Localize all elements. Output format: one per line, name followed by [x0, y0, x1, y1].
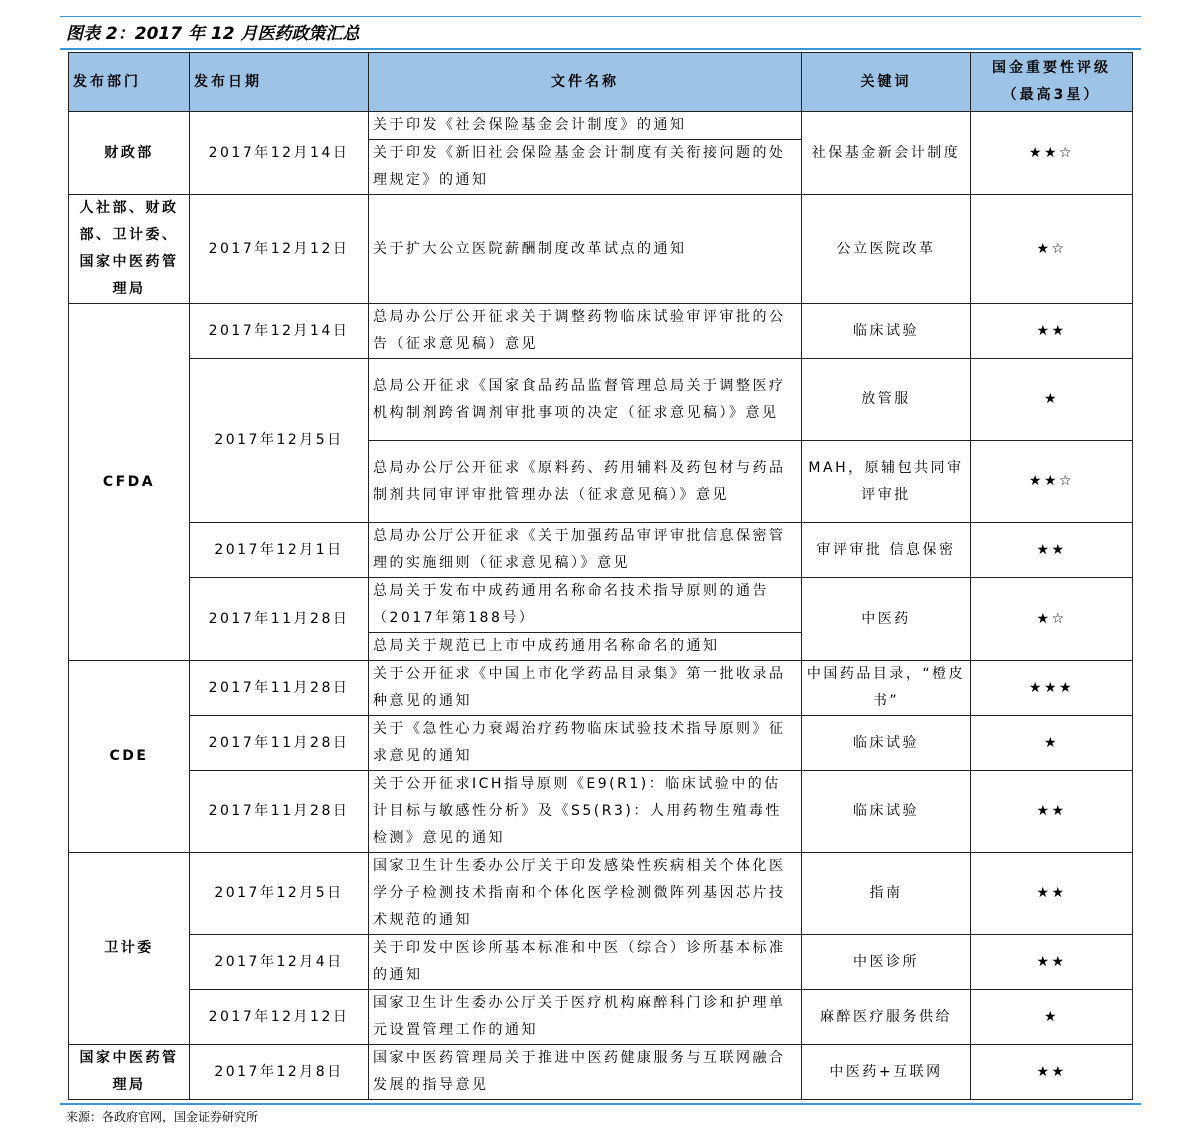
file-cell: 关于扩大公立医院薪酬制度改革试点的通知 — [369, 195, 802, 304]
keyword-cell: 指南 — [802, 853, 971, 935]
date-cell: 2017年12月12日 — [190, 195, 369, 304]
header-rating-line1: 国金重要性评级 — [992, 60, 1111, 76]
header-rating — [971, 53, 1133, 112]
rating-cell: ★★ — [971, 304, 1133, 359]
keyword-cell: 临床试验 — [802, 304, 971, 359]
file-cell: 国家中医药管理局关于推进中医药健康服务与互联网融合发展的指导意见 — [369, 1045, 802, 1100]
file-cell: 总局办公厅公开征求《原料药、药用辅料及药包材与药品制剂共同审评审批管理办法（征求意见稿）》意见 — [369, 441, 802, 523]
rating-cell: ★★☆ — [971, 441, 1133, 523]
rating-cell: ★★ — [971, 935, 1133, 990]
table-row — [69, 112, 1133, 140]
rating-cell: ★ — [971, 359, 1133, 441]
file-cell: 国家卫生计生委办公厅关于医疗机构麻醉科门诊和护理单元设置管理工作的通知 — [369, 990, 802, 1045]
file-cell: 总局办公厅公开征求《关于加强药品审评审批信息保密管理的实施细则（征求意见稿）》意见 — [369, 523, 802, 578]
header-keyword: 关键词 — [802, 53, 971, 112]
keyword-cell: 放管服 — [802, 359, 971, 441]
keyword-cell: 审评审批 信息保密 — [802, 523, 971, 578]
date-cell: 2017年12月1日 — [190, 523, 369, 578]
keyword-cell: 公立医院改革 — [802, 195, 971, 304]
rating-cell: ★★★ — [971, 661, 1133, 716]
date-cell: 2017年12月5日 — [190, 853, 369, 935]
rating-cell: ★★ — [971, 853, 1133, 935]
title-rule — [60, 48, 1141, 50]
keyword-cell: 临床试验 — [802, 771, 971, 853]
file-cell: 总局办公厅公开征求关于调整药物临床试验审评审批的公告（征求意见稿）意见 — [369, 304, 802, 359]
date-cell: 2017年12月5日 — [190, 359, 369, 523]
date-cell: 2017年12月12日 — [190, 990, 369, 1045]
table-row — [69, 935, 1133, 990]
date-cell: 2017年11月28日 — [190, 716, 369, 771]
file-cell: 关于印发中医诊所基本标准和中医（综合）诊所基本标准的通知 — [369, 935, 802, 990]
header-date: 发布日期 — [190, 53, 369, 112]
rating-cell: ★★ — [971, 771, 1133, 853]
file-cell: 总局公开征求《国家食品药品监督管理总局关于调整医疗机构制剂跨省调剂审批事项的决定（征求意见稿）》意见 — [369, 359, 802, 441]
rating-cell: ★☆ — [971, 578, 1133, 661]
date-cell: 2017年12月4日 — [190, 935, 369, 990]
table-row — [69, 716, 1133, 771]
table-row — [69, 359, 1133, 441]
table-row — [69, 990, 1133, 1045]
table-row — [69, 304, 1133, 359]
table-row — [69, 523, 1133, 578]
keyword-cell: 中医药+互联网 — [802, 1045, 971, 1100]
dept-cell: 财政部 — [69, 112, 190, 195]
keyword-cell: MAH，原辅包共同审评审批 — [802, 441, 971, 523]
date-cell: 2017年12月8日 — [190, 1045, 369, 1100]
bottom-rule — [60, 1103, 1141, 1105]
keyword-cell: 麻醉医疗服务供给 — [802, 990, 971, 1045]
file-cell: 总局关于规范已上市中成药通用名称命名的通知 — [369, 633, 802, 661]
file-cell: 总局关于发布中成药通用名称命名技术指导原则的通告（2017年第188号） — [369, 578, 802, 633]
file-cell: 关于公开征求ICH指导原则《E9(R1)：临床试验中的估计目标与敏感性分析》及《S5(R3)：人用药物生殖毒性检测》意见的通知 — [369, 771, 802, 853]
top-rule — [60, 16, 1141, 17]
rating-cell: ★★ — [971, 1045, 1133, 1100]
policy-table — [68, 52, 1133, 1100]
date-cell: 2017年11月28日 — [190, 771, 369, 853]
dept-cell: CFDA — [69, 304, 190, 661]
header-dept: 发布部门 — [69, 53, 190, 112]
table-row — [69, 771, 1133, 853]
header-row — [69, 53, 1133, 112]
date-cell: 2017年11月28日 — [190, 578, 369, 661]
dept-cell: 人社部、财政部、卫计委、国家中医药管理局 — [69, 195, 190, 304]
rating-cell: ★ — [971, 990, 1133, 1045]
file-cell: 关于公开征求《中国上市化学药品目录集》第一批收录品种意见的通知 — [369, 661, 802, 716]
dept-cell: 国家中医药管理局 — [69, 1045, 190, 1100]
keyword-cell: 中国药品目录，“橙皮书” — [802, 661, 971, 716]
keyword-cell: 社保基金新会计制度 — [802, 112, 971, 195]
file-cell: 关于印发《社会保险基金会计制度》的通知 — [369, 112, 802, 140]
date-cell: 2017年11月28日 — [190, 661, 369, 716]
file-cell: 关于印发《新旧社会保险基金会计制度有关衔接问题的处理规定》的通知 — [369, 140, 802, 195]
source-note: 来源：各政府官网，国金证券研究所 — [66, 1110, 259, 1124]
rating-cell: ★ — [971, 716, 1133, 771]
rating-cell: ★★☆ — [971, 112, 1133, 195]
date-cell: 2017年12月14日 — [190, 304, 369, 359]
dept-cell: CDE — [69, 661, 190, 853]
header-file: 文件名称 — [369, 53, 802, 112]
figure-title: 图表 2：2017 年 12 月医药政策汇总 — [66, 24, 360, 44]
rating-cell: ★☆ — [971, 195, 1133, 304]
table-row — [69, 1045, 1133, 1100]
table-row — [69, 661, 1133, 716]
dept-cell: 卫计委 — [69, 853, 190, 1045]
keyword-cell: 中医诊所 — [802, 935, 971, 990]
keyword-cell: 临床试验 — [802, 716, 971, 771]
date-cell: 2017年12月14日 — [190, 112, 369, 195]
keyword-cell: 中医药 — [802, 578, 971, 661]
table-row — [69, 853, 1133, 935]
table-row — [69, 578, 1133, 633]
file-cell: 关于《急性心力衰竭治疗药物临床试验技术指导原则》征求意见的通知 — [369, 716, 802, 771]
rating-cell: ★★ — [971, 523, 1133, 578]
file-cell: 国家卫生计生委办公厅关于印发感染性疾病相关个体化医学分子检测技术指南和个体化医学检测微阵列基因芯片技术规范的通知 — [369, 853, 802, 935]
header-rating-line2: （最高3星） — [1002, 87, 1101, 103]
table-row — [69, 195, 1133, 304]
